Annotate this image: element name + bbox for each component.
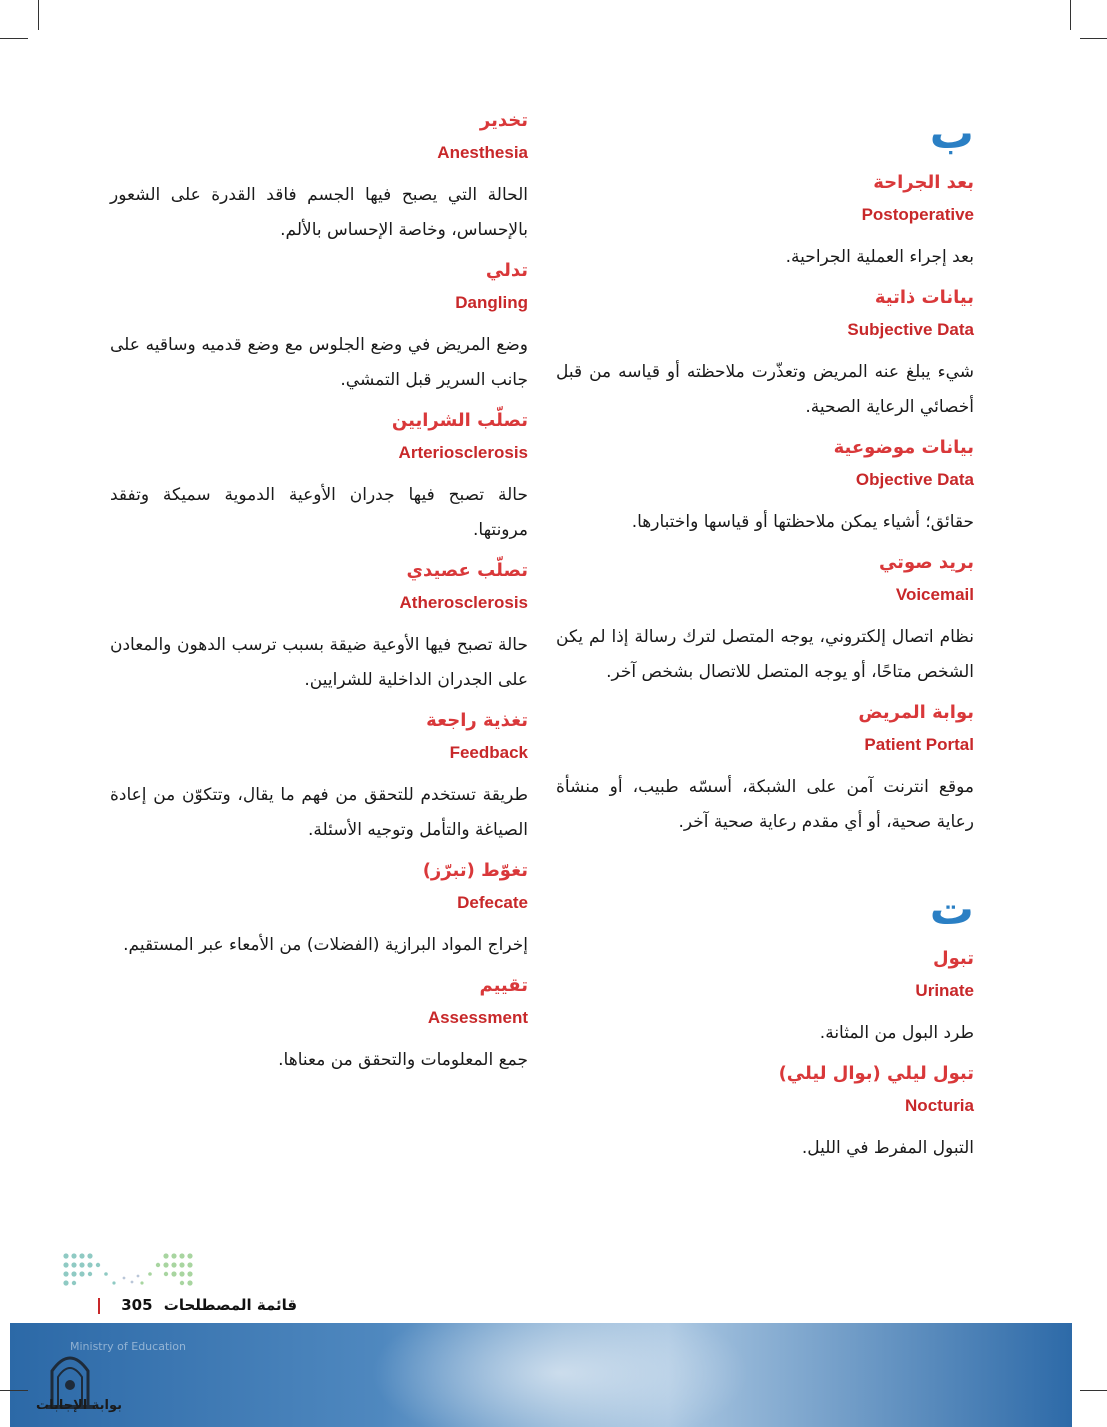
band-glow: [370, 1323, 750, 1427]
term-english: Assessment: [427, 1008, 528, 1027]
crop-mark: [1070, 0, 1071, 30]
term-definition: بعد إجراء العملية الجراحية.: [785, 247, 974, 267]
glossary-entry: [556, 435, 974, 540]
term-english: Objective Data: [855, 470, 974, 489]
footer-divider: [98, 1298, 100, 1314]
term-english: Anesthesia: [437, 143, 528, 162]
term-arabic: تدلي: [485, 260, 528, 281]
term-english: Defecate: [457, 893, 528, 912]
term-english: Subjective Data: [847, 320, 974, 339]
glossary-entry: [110, 973, 528, 1078]
term-definition: حقائق؛ أشياء يمكن ملاحظتها أو قياسها واختبارها.: [631, 512, 974, 532]
term-arabic: تصلّب الشرايين: [391, 410, 528, 431]
term-definition: نظام اتصال إلكتروني، يوجه المتصل لترك رسالة إذا لم يكن الشخص متاحًا، أو يوجه المتصل للاتصال بشخص آخر.: [556, 627, 974, 682]
section-ba: [556, 108, 974, 840]
glossary-entry: [556, 946, 974, 1051]
glossary-left-column: [110, 108, 528, 1088]
crop-mark: [0, 1390, 28, 1391]
term-definition: الحالة التي يصبح فيها الجسم فاقد القدرة على الشعور بالإحساس، وخاصة الإحساس بالألم.: [110, 185, 528, 240]
term-definition: حالة تصبح فيها جدران الأوعية الدموية سميكة وتفقد مرونتها.: [110, 485, 528, 540]
term-arabic: تغوّط (تبرّز): [422, 860, 528, 881]
term-definition: التبول المفرط في الليل.: [801, 1138, 974, 1158]
crop-mark: [38, 0, 39, 30]
glossary-entry: [110, 108, 528, 248]
term-english: Urinate: [915, 981, 974, 1000]
page-number: 305: [121, 1296, 153, 1314]
glossary-right-column: [556, 108, 974, 1176]
crop-mark: [1080, 1390, 1107, 1391]
section-letter: ب: [929, 108, 974, 159]
term-english: Dangling: [455, 293, 528, 312]
term-arabic: تبول ليلي (بوال ليلي): [778, 1063, 974, 1084]
term-definition: طريقة تستخدم للتحقق من فهم ما يقال، وتتكوّن من إعادة الصياغة والتأمل وتوجيه الأسئلة.: [110, 785, 528, 840]
term-definition: شيء يبلغ عنه المريض وتعذّرت ملاحظته أو قياسه من قبل أخصائي الرعاية الصحية.: [556, 362, 974, 417]
term-definition: طرد البول من المثانة.: [819, 1023, 974, 1043]
term-english: Feedback: [449, 743, 528, 762]
glossary-entry: [556, 550, 974, 690]
term-english: Voicemail: [895, 585, 974, 604]
term-arabic: تخدير: [479, 110, 528, 131]
term-english: Postoperative: [861, 205, 974, 224]
term-arabic: بعد الجراحة: [873, 172, 974, 193]
section-ta: [556, 884, 974, 1166]
glossary-entry: [110, 858, 528, 963]
section-letter: ت: [929, 884, 974, 935]
term-definition: جمع المعلومات والتحقق من معناها.: [278, 1050, 528, 1070]
ministry-watermark-text: Ministry of Education: [70, 1340, 187, 1353]
page-footer-label: [98, 1296, 297, 1314]
glossary-entry: [110, 558, 528, 698]
glossary-entry: [110, 708, 528, 848]
ministry-logo-icon: [62, 1252, 202, 1290]
term-arabic: تصلّب عصيدي: [406, 560, 528, 581]
footer-band: [10, 1323, 1072, 1427]
term-definition: حالة تصبح فيها الأوعية ضيقة بسبب ترسب الدهون والمعادن على الجدران الداخلية للشرايين.: [110, 635, 528, 690]
watermark-label: بوابة الإجابات: [36, 1398, 122, 1413]
term-english: Nocturia: [905, 1096, 974, 1115]
crop-mark: [0, 38, 28, 39]
term-english: Atherosclerosis: [399, 593, 528, 612]
term-arabic: بيانات موضوعية: [833, 437, 974, 458]
term-arabic: بوابة المريض: [858, 702, 974, 723]
glossary-entry: [110, 408, 528, 548]
glossary-entry: [556, 700, 974, 840]
glossary-entry: [110, 258, 528, 398]
crop-mark: [1080, 38, 1107, 39]
term-arabic: تبول: [932, 948, 974, 969]
term-definition: إخراج المواد البرازية (الفضلات) من الأمعاء عبر المستقيم.: [123, 935, 528, 955]
page-title: قائمة المصطلحات: [163, 1296, 298, 1314]
term-english: Arteriosclerosis: [398, 443, 528, 462]
term-english: Patient Portal: [864, 735, 974, 754]
glossary-entry: [556, 170, 974, 275]
term-definition: موقع انترنت آمن على الشبكة، أسسّه طبيب، أو منشأة رعاية صحية، أو أي مقدم رعاية صحية آخر.: [556, 777, 974, 832]
term-arabic: تغذية راجعة: [426, 710, 528, 731]
term-arabic: تقييم: [479, 975, 528, 996]
term-definition: وضع المريض في وضع الجلوس مع وضع قدميه وساقيه على جانب السرير قبل التمشي.: [110, 335, 528, 390]
section-spacer: [556, 850, 974, 884]
glossary-entry: [556, 285, 974, 425]
term-arabic: بيانات ذاتية: [874, 287, 974, 308]
glossary-entry: [556, 1061, 974, 1166]
term-arabic: بريد صوتي: [878, 552, 974, 573]
